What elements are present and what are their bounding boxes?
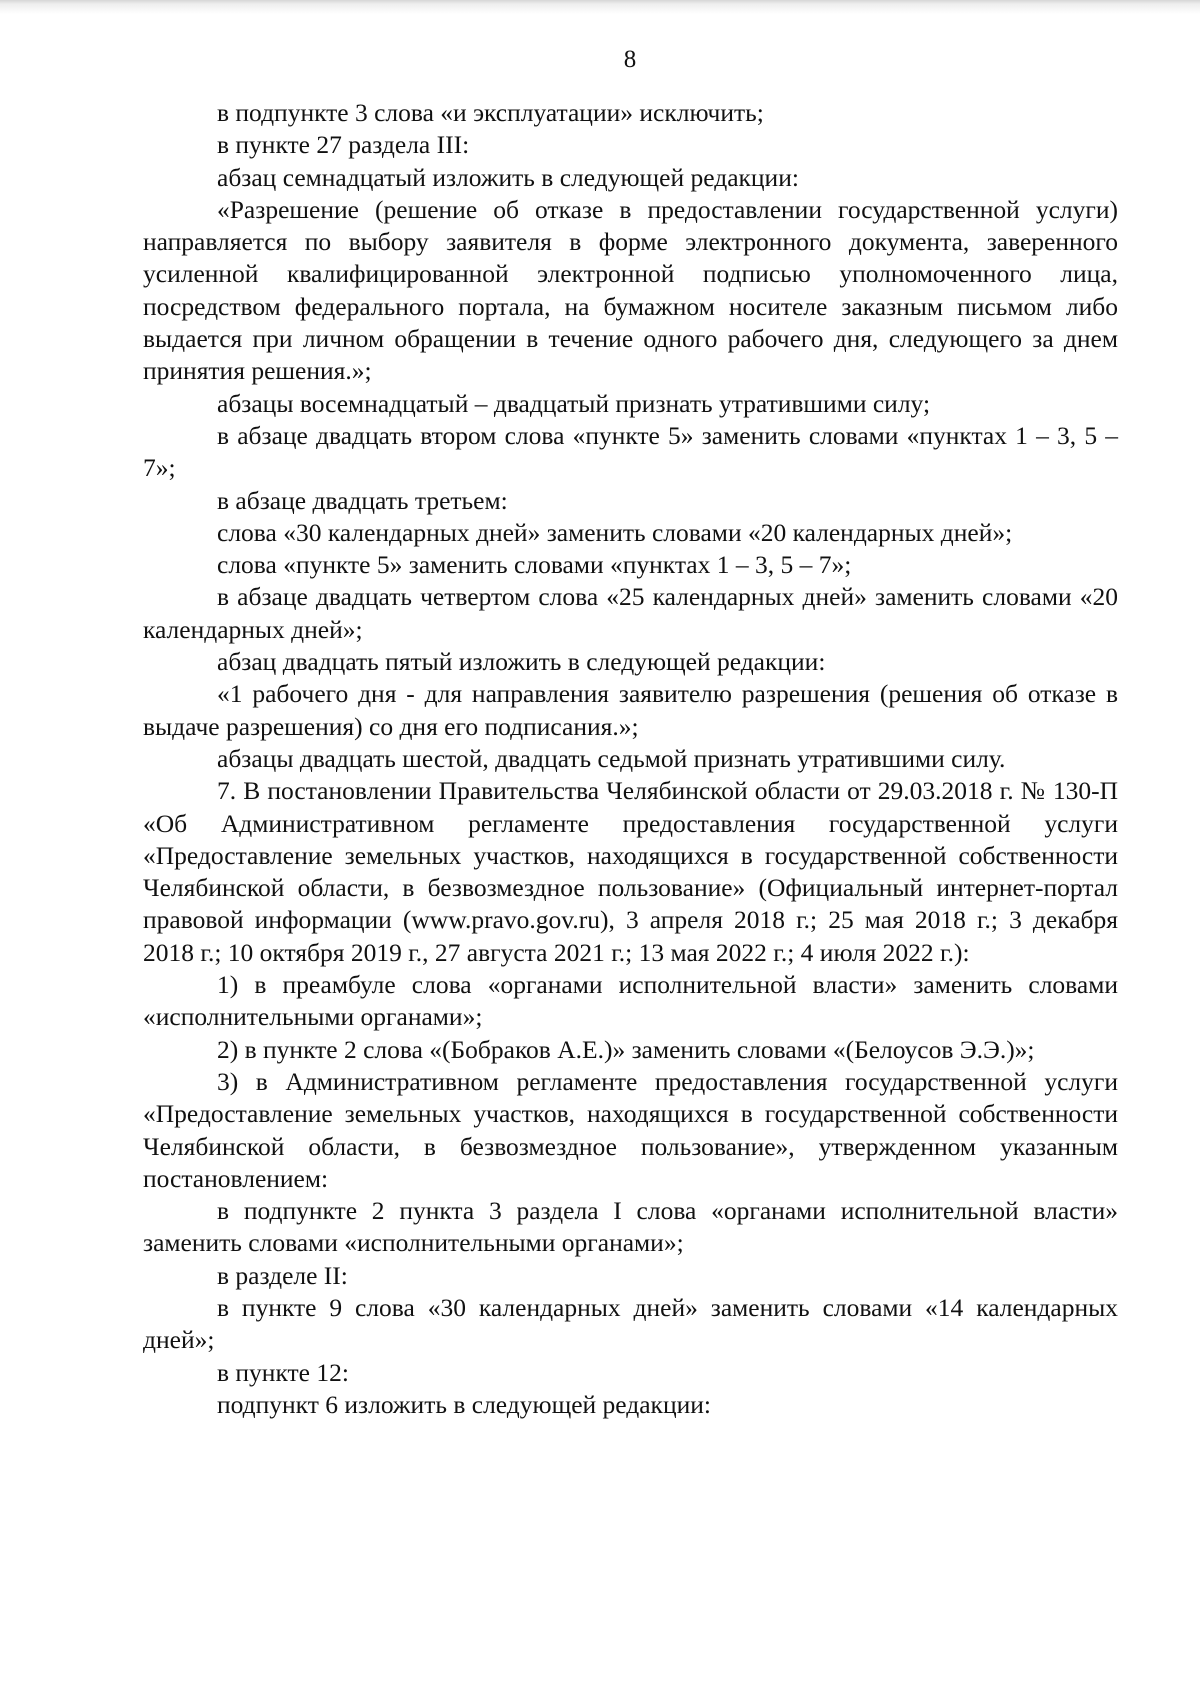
paragraph: слова «30 календарных дней» заменить словами «20 календарных дней»; [217,517,1013,547]
paragraph: 3) в Административном регламенте предоставления государственной услуги «Предоставление земельных участков, находящихся в государственной собственности Челябинской области, в безвозмездное пользование», утвержденном указанным постановлением: [143,1066,1118,1193]
paragraph: абзац семнадцатый изложить в следующей редакции: [217,162,799,192]
paragraph: 2) в пункте 2 слова «(Бобраков А.Е.)» заменить словами «(Белоусов Э.Э.)»; [217,1034,1035,1064]
paragraph: в абзаце двадцать третьем: [217,485,508,515]
paragraph: 1) в преамбуле слова «органами исполнительной власти» заменить словами «исполнительными органами»; [143,970,1118,1032]
paragraph: абзацы восемнадцатый – двадцатый признать утратившими силу; [217,388,931,418]
paragraph: подпункт 6 изложить в следующей редакции: [217,1389,711,1419]
paragraph: в пункте 12: [217,1357,349,1387]
paragraph: слова «пункте 5» заменить словами «пунктах 1 – 3, 5 – 7»; [217,550,852,580]
page-number: 8 [623,46,637,73]
paragraph: абзацы двадцать шестой, двадцать седьмой признать утратившими силу. [217,743,1006,773]
paragraph: в абзаце двадцать втором слова «пункте 5» заменить словами «пунктах 1 – 3, 5 – 7»; [143,420,1118,483]
paragraph: в подпункте 2 пункта 3 раздела I слова «органами исполнительной власти» заменить словами «исполнительными органами»; [143,1196,1118,1258]
paragraph: в абзаце двадцать четвертом слова «25 календарных дней» заменить словами «20 календарных дней»; [143,582,1118,644]
paragraph: в пункте 9 слова «30 календарных дней» заменить словами «14 календарных дней»; [143,1292,1118,1355]
paragraph: в пункте 27 раздела III: [217,130,470,160]
scan-edge-shadow [0,0,1200,14]
paragraph: в подпункте 3 слова «и эксплуатации» исключить; [217,98,764,127]
paragraph: «Разрешение (решение об отказе в предоставлении государственной услуги) направляется по выбору заявителя в форме электронного документа, заверенного усиленной квалифицированной электронной подписью уполномоченного лица, посредством федерального портала, на бумажном носителе заказным письмом либо выдается при личном обращении в течение одного рабочего дня, следующего за днем принятия решения.»; [143,194,1118,386]
paragraph: «1 рабочего дня - для направления заявителю разрешения (решения об отказе в выдаче разрешения) со дня его подписания.»; [143,679,1118,741]
document-body [143,97,1118,1421]
paragraph: абзац двадцать пятый изложить в следующей редакции: [217,647,826,677]
paragraph: в разделе II: [217,1260,348,1290]
paragraph: 7. В постановлении Правительства Челябинской области от 29.03.2018 г. № 130-П «Об Административном регламенте предоставления государственной услуги «Предоставление земельных участков, находящихся в государственной собственности Челябинской области, в безвозмездное пользование» (Официальный интернет-портал правовой информации (www.pravo.gov.ru), 3 апреля 2018 г.; 25 мая 2018 г.; 3 декабря 2018 г.; 10 октября 2019 г., 27 августа 2021 г.; 13 мая 2022 г.; 4 июля 2022 г.): [143,776,1118,967]
